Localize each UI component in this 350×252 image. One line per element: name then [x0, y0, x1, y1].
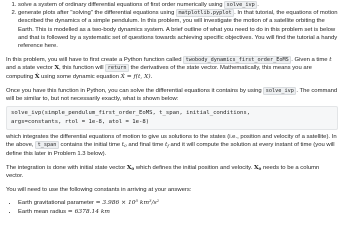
paragraph-constants-intro: You will need to use the following constants in arriving at your answers:: [6, 187, 192, 194]
text: which integrates the differential equations of motion to give us solutions to the states (i.e., position and velocity of a satellite). In the above,: [6, 134, 337, 149]
text: , this function will: [59, 65, 104, 72]
math-t: t: [329, 57, 332, 64]
paragraph-solve: [6, 87, 338, 103]
math-t0: $t_0$: [121, 142, 127, 149]
text: contains the initial time: [60, 142, 121, 149]
objective-text: generate plots after "solving" the differential equations using: [18, 10, 175, 17]
math-equation: Ẋ = f(t, X).: [120, 73, 153, 80]
inline-code: matplotlib.pyplot: [176, 9, 234, 17]
function-name-code: twobody_dynamics_first_order_EoMS: [183, 56, 291, 64]
math-X: X: [54, 64, 60, 72]
text: The integration is done with initial state vector: [6, 164, 126, 171]
objectives-list: [6, 1, 338, 50]
code-block: [6, 106, 338, 130]
constant-value: = $3.986 \times 10^5$ $km^3/s^2$: [95, 198, 160, 207]
objective-text: .: [257, 2, 259, 8]
code-line: args=constants, rtol = 1e-8, atol = 1e-8): [11, 119, 150, 126]
paragraph-initial-state: [6, 164, 338, 180]
inline-code: solve_ivp: [263, 87, 296, 95]
return-code: return: [105, 64, 129, 72]
paragraph-integrate: [6, 133, 338, 158]
text: and final time: [128, 142, 164, 149]
math-X0: $X_0$: [253, 163, 262, 171]
text: which defines the initial position and velocity.: [135, 164, 253, 171]
code-line: solve_ivp(simple_pendulum_first_order_EoMS, t_span, initial_conditions,: [11, 110, 251, 117]
constant-label: Earth mean radius: [18, 208, 67, 215]
math-Xdot: Ẋ: [34, 72, 40, 80]
text: using some dynamic equation: [41, 73, 119, 80]
text: In this problem, you will have to first create a Python function called: [6, 57, 182, 64]
text: . The command will be similar to, but not necessarily exactly, what is shown below:: [6, 87, 338, 103]
text: needs to be a column vector.: [6, 164, 320, 180]
inline-code: t_span: [35, 141, 59, 149]
math-tf: $t_f$: [165, 142, 169, 149]
text: Once you have this function in Python, you can solve the differential equations it contains by using: [6, 87, 262, 94]
constants-list: [6, 199, 338, 215]
text: and a state vector: [6, 65, 53, 72]
objective-item-2: [18, 9, 338, 50]
paragraph-function: [6, 56, 338, 81]
text: . Given a time: [291, 57, 328, 64]
math-X0: $X_0$: [126, 163, 135, 171]
objective-item-1: [18, 1, 338, 9]
objective-text: . In that tutorial, the equations of motion described the dynamics of a simple pendulum. In this problem, you will investigate the motion of a satellite orbiting the Earth. This is modelled as a two-body dynamics system. A brief outline of what you need to do in this problem set is below and that is followed by a systematic set of questions towards achieving specific objectives. You will find the tutorial a handy reference here.: [18, 10, 338, 50]
constant-value: = 6378.14 km: [67, 208, 110, 215]
constant-item: [18, 208, 338, 216]
constant-item: [18, 199, 338, 207]
inline-code: solve_ivp: [224, 1, 257, 9]
text: the derivatives of the state vector. Mathematically, this means you are computing: [6, 65, 312, 80]
objective-text: solve a system of ordinary differential equations of first order numerically using: [18, 2, 223, 8]
constant-label: Earth gravitational parameter: [18, 200, 94, 207]
text: and it will compute the solution at every instant of time (you will define this later in Problem 1.3 below).: [6, 142, 335, 157]
